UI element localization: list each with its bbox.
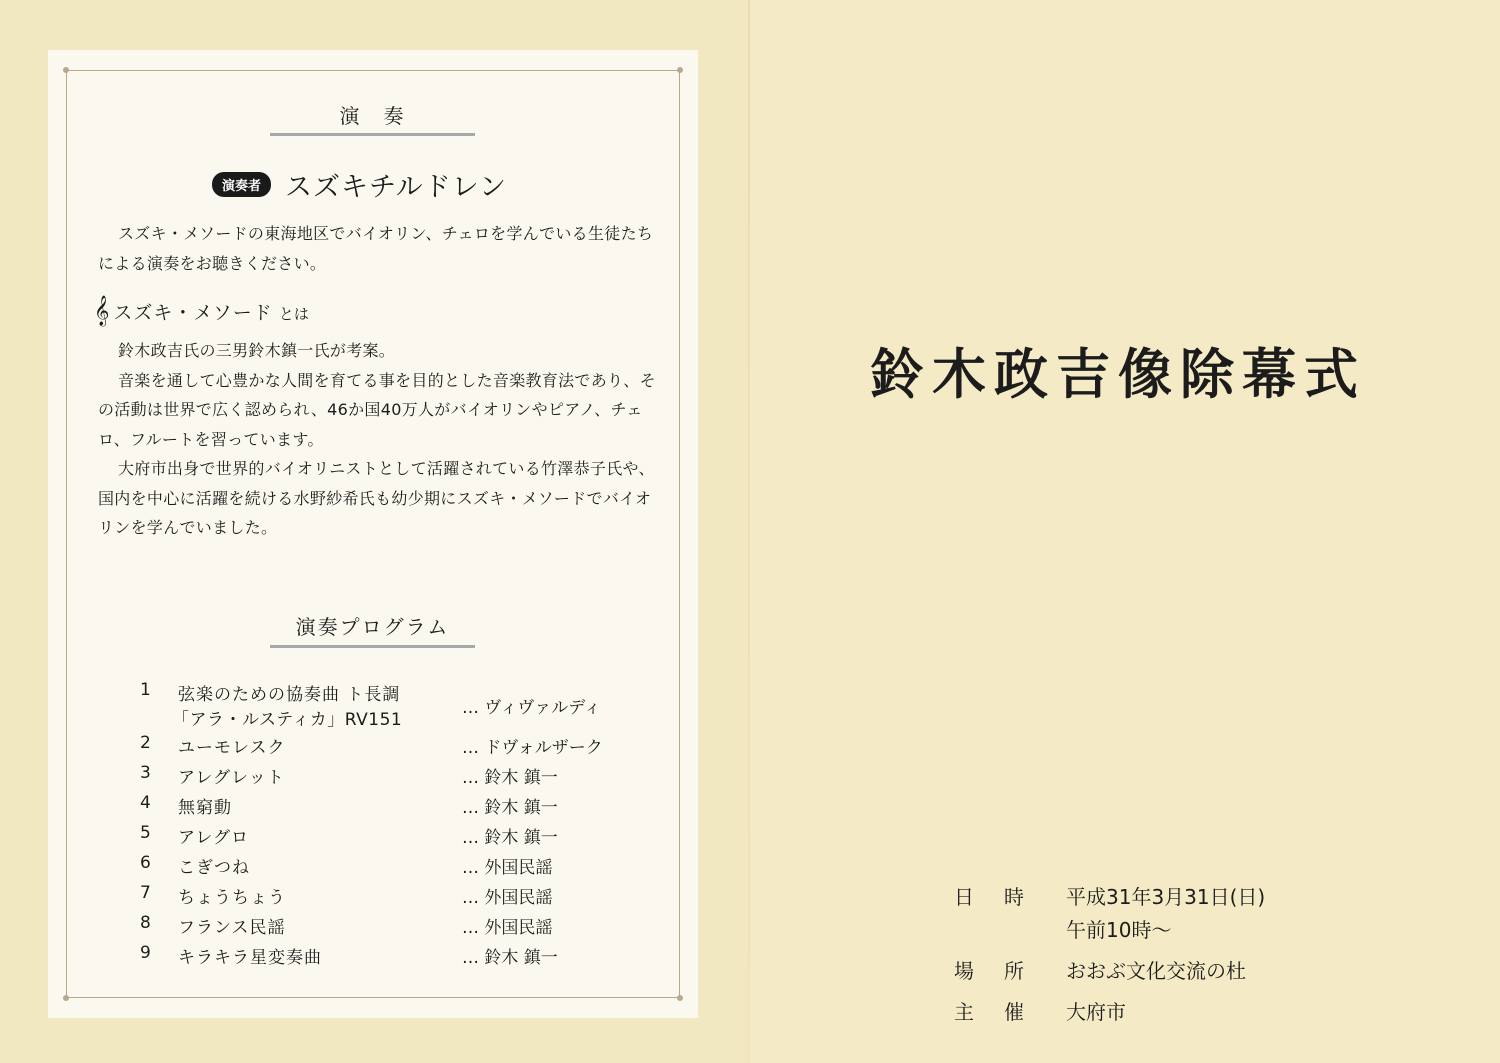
program-composer: … 鈴木 鎮一 — [462, 828, 558, 848]
program-number: 9 — [140, 943, 151, 963]
program-item — [140, 729, 660, 759]
program-number: 8 — [140, 913, 151, 933]
program-composer: … ヴィヴァルディ — [462, 698, 601, 718]
program-composer: … 鈴木 鎮一 — [462, 798, 558, 818]
program-item — [140, 759, 660, 789]
program-item — [140, 789, 660, 819]
program-item — [140, 939, 660, 969]
performer-badge: 演奏者 — [212, 172, 271, 197]
program-heading-rule — [270, 645, 475, 648]
method-paragraph: 音楽を通して心豊かな人間を育てる事を目的とした音楽教育法であり、その活動は世界で広く認められ、46か国40万人がバイオリンやピアノ、チェロ、フルートを習っています。 — [98, 370, 656, 449]
host-value: 大府市 — [1066, 1000, 1126, 1024]
frame-corner-ornament — [677, 67, 683, 73]
date-label: 日時 — [954, 885, 1054, 909]
time-value: 午前10時〜 — [1066, 918, 1172, 942]
program-title: こぎつね — [178, 858, 250, 878]
method-suffix: とは — [278, 305, 309, 323]
program-item — [140, 819, 660, 849]
program-composer: … 外国民謡 — [462, 858, 553, 878]
program-title: 弦楽のための協奏曲 ト長調 — [178, 685, 401, 705]
place-value: おおぶ文化交流の杜 — [1066, 959, 1246, 983]
performer-row — [212, 167, 507, 201]
program-title: ちょうちょう — [178, 888, 286, 908]
ceremony-title: 鈴木政吉像除幕式 — [870, 342, 1366, 406]
treble-clef-icon: 𝄞 — [94, 296, 110, 326]
performer-intro — [98, 219, 658, 278]
program-number: 1 — [140, 680, 151, 700]
frame-corner-ornament — [677, 995, 683, 1001]
program-item — [140, 909, 660, 939]
program-title: アレグレット — [178, 768, 285, 788]
heading-rule — [270, 133, 475, 136]
program-heading: 演奏プログラム — [295, 615, 450, 639]
frame-corner-ornament — [63, 67, 69, 73]
program-number: 2 — [140, 733, 151, 753]
frame-corner-ornament — [63, 995, 69, 1001]
program-title: 無窮動 — [178, 798, 232, 818]
program-title: アレグロ — [178, 828, 249, 848]
place-label: 場所 — [954, 959, 1054, 983]
method-description — [98, 336, 658, 543]
method-paragraph: 大府市出身で世界的バイオリニストとして活躍されている竹澤恭子氏や、国内を中心に活躍を続ける水野紗希氏も幼少期にスズキ・メソードでバイオリンを学んでいました。 — [98, 459, 655, 537]
program-composer: … ドヴォルザーク — [462, 738, 603, 758]
program-item — [140, 879, 660, 909]
program-number: 4 — [140, 793, 151, 813]
program-title: キラキラ星変奏曲 — [178, 948, 322, 968]
program-number: 7 — [140, 883, 151, 903]
program-composer: … 外国民謡 — [462, 888, 553, 908]
performer-name: スズキチルドレン — [285, 171, 507, 203]
method-paragraph: 鈴木政吉氏の三男鈴木鎮一氏が考案。 — [118, 341, 396, 360]
intro-text: スズキ・メソードの東海地区でバイオリン、チェロを学んでいる生徒たちによる演奏をお聴きください。 — [98, 224, 654, 273]
program-number: 5 — [140, 823, 151, 843]
program-composer: … 外国民謡 — [462, 918, 553, 938]
program-composer: … 鈴木 鎮一 — [462, 768, 558, 788]
program-composer: … 鈴木 鎮一 — [462, 948, 558, 968]
program-item — [140, 676, 660, 729]
program-list — [140, 676, 660, 969]
performance-heading: 演 奏 — [339, 104, 406, 128]
program-number: 3 — [140, 763, 151, 783]
program-number: 6 — [140, 853, 151, 873]
host-label: 主催 — [954, 1000, 1054, 1024]
program-subtitle: 「アラ・ルスティカ」RV151 — [172, 710, 403, 730]
program-item — [140, 849, 660, 879]
method-heading — [94, 296, 309, 327]
method-title: スズキ・メソード — [113, 302, 273, 324]
date-value: 平成31年3月31日(日) — [1066, 885, 1266, 909]
program-title: ユーモレスク — [178, 738, 286, 758]
program-title: フランス民謡 — [178, 918, 286, 938]
